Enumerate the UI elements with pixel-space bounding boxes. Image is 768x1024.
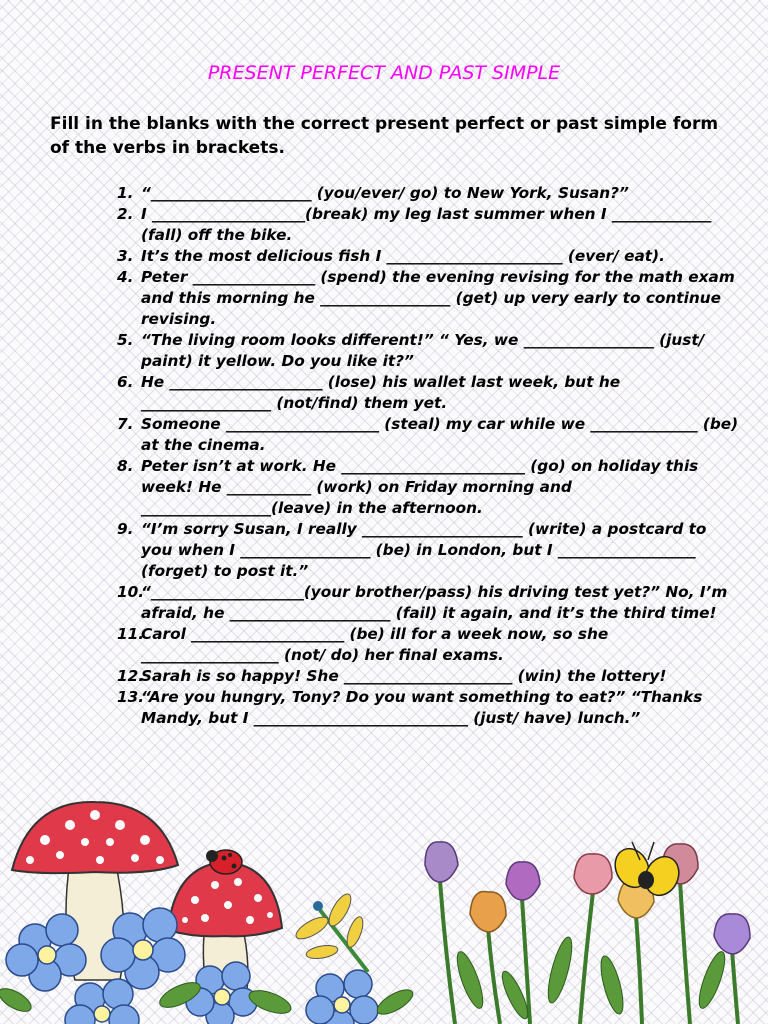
flower-icon	[6, 914, 86, 991]
item-text: Carol ____________________ (be) ill for a week now, so she __________________ (not/ do) her final exams.	[141, 625, 609, 664]
item-text: Sarah is so happy! She ______________________ (win) the lottery!	[141, 667, 667, 685]
item-number: 5.	[117, 331, 134, 349]
item-text: “Are you hungry, Tony? Do you want something to eat?” “Thanks Mandy, but I ____________________________ (just/ have) lunch.”	[141, 688, 703, 727]
page-title: PRESENT PERFECT AND PAST SIMPLE	[207, 62, 561, 84]
exercise-item	[0, 456, 741, 519]
instructions: Fill in the blanks with the correct present perfect or past simple form of the verbs in brackets.	[50, 114, 719, 158]
item-number: 12.	[117, 667, 145, 685]
item-number: 9.	[117, 520, 134, 538]
flower-icon	[306, 970, 378, 1024]
exercise-item	[0, 414, 741, 456]
exercise-item	[0, 624, 741, 666]
exercise-list	[0, 183, 768, 729]
exercise-item	[0, 204, 741, 246]
item-text: “The living room looks different!” “ Yes, we _________________ (just/ paint) it yellow. Do you like it?”	[141, 331, 705, 370]
flower-icon	[65, 979, 139, 1024]
exercise-item	[0, 267, 741, 330]
tulip-icon	[425, 842, 458, 1024]
exercise-item	[0, 372, 741, 414]
item-number: 1.	[117, 184, 134, 202]
tulip-icon	[574, 854, 612, 1024]
item-number: 7.	[117, 415, 134, 433]
exercise-item	[0, 183, 741, 204]
item-text: It’s the most delicious fish I _______________________ (ever/ eat).	[141, 247, 665, 265]
item-number: 4.	[117, 268, 134, 286]
item-text: “____________________(your brother/pass) his driving test yet?” No, I’m afraid, he _____________________ (fail) it again, and it’s the third time!	[141, 583, 728, 622]
exercise-item	[0, 687, 741, 729]
item-number: 2.	[117, 205, 134, 223]
decoration-clipart	[0, 780, 768, 1024]
exercise-item	[0, 666, 741, 687]
exercise-item	[0, 330, 741, 372]
item-text: I ____________________(break) my leg last summer when I _____________ (fall) off the bike.	[141, 205, 712, 244]
item-text: Peter isn’t at work. He ________________________ (go) on holiday this week! He ___________ (work) on Friday morning and _________________(leave) in the afternoon.	[141, 457, 699, 517]
item-text: “I’m sorry Susan, I really _____________________ (write) a postcard to you when I _________________ (be) in London, but I __________________ (forget) to post it.”	[141, 520, 707, 580]
item-text: “_____________________ (you/ever/ go) to New York, Susan?”	[141, 184, 629, 202]
item-number: 6.	[117, 373, 134, 391]
item-number: 3.	[117, 247, 134, 265]
item-number: 11.	[117, 625, 145, 643]
exercise-item	[0, 582, 741, 624]
item-number: 10.	[117, 583, 145, 601]
item-number: 13.	[117, 688, 145, 706]
exercise-item	[0, 246, 741, 267]
exercise-item	[0, 519, 741, 582]
item-number: 8.	[117, 457, 134, 475]
item-text: Peter ________________ (spend) the evening revising for the math exam and this morning he _________________ (get) up very early to continue revising.	[141, 268, 735, 328]
dragonfly-icon	[293, 891, 368, 972]
item-text: Someone ____________________ (steal) my car while we ______________ (be) at the cinema.	[141, 415, 739, 454]
item-text: He ____________________ (lose) his wallet last week, but he _________________ (not/find) them yet.	[141, 373, 621, 412]
